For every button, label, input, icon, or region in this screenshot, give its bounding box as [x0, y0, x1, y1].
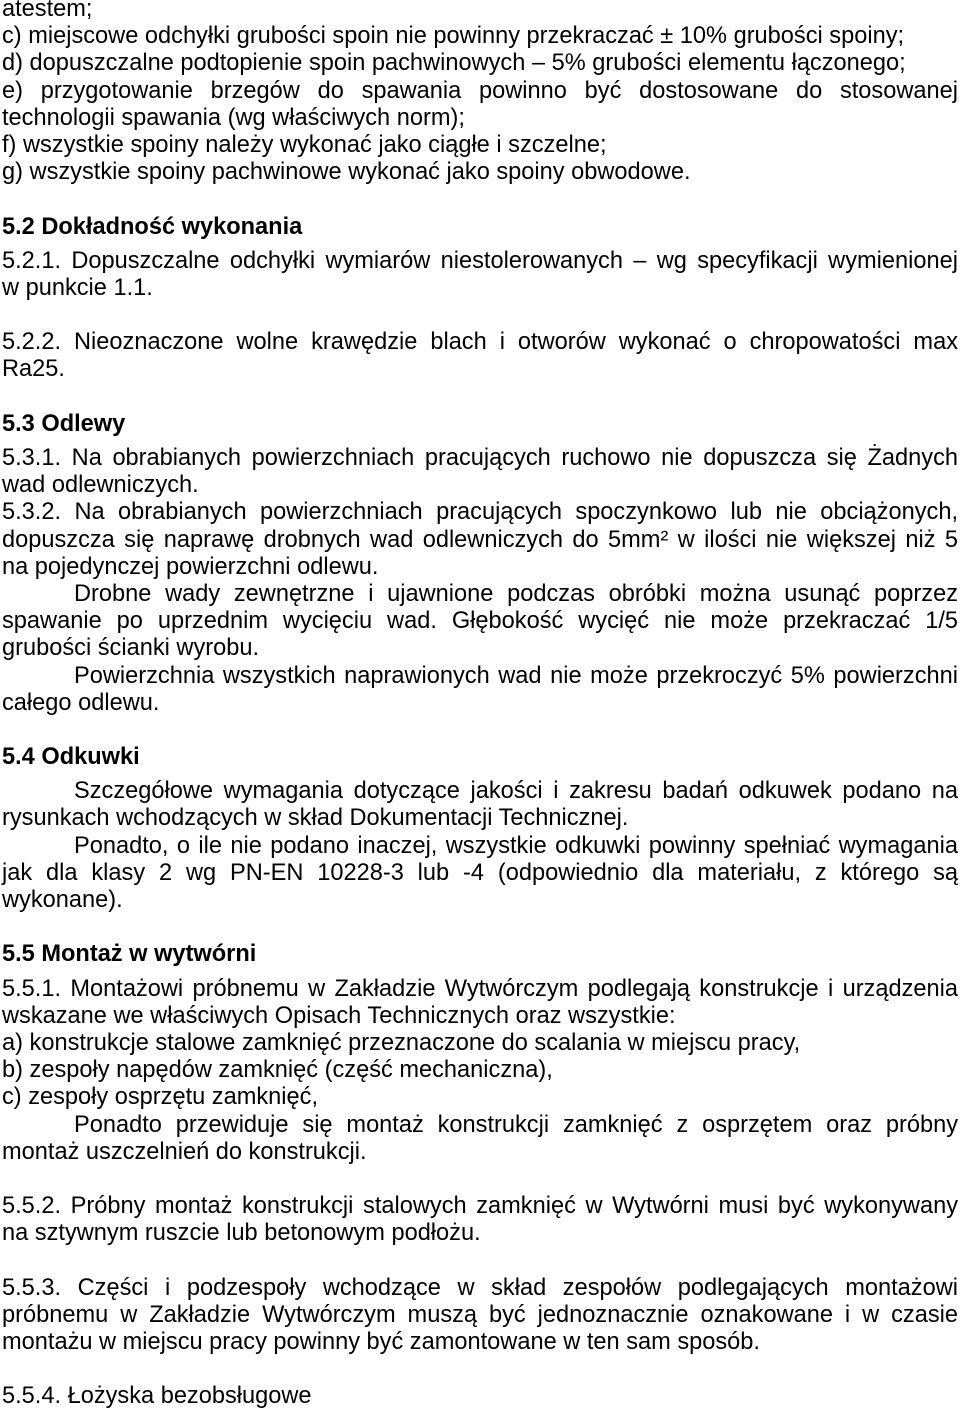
paragraph-repaired-area — [2, 663, 958, 717]
section-heading: 5.5 Montaż w wytwórni — [2, 941, 257, 968]
paragraph-line: Szczegółowe wymagania dotyczące jakości i zakresu badań odkuwek podano na — [74, 778, 958, 805]
paragraph-line: próbnemu w Zakładzie Wytwórczym muszą być jednoznacznie oznakowane i w czasie — [2, 1301, 958, 1328]
list-item-line: technologii spawania (wg właściwych norm); — [2, 104, 465, 131]
paragraph-forging-requirements — [2, 778, 958, 832]
section-5-2 — [2, 214, 958, 384]
list-item-line: f) wszystkie spoiny należy wykonać jako ciągłe i szczelne; — [2, 131, 607, 158]
paragraph-line: grubości ścianki wyrobu. — [2, 635, 260, 662]
paragraph-line: 5.3.1. Na obrabianych powierzchniach pracujących ruchowo nie dopuszcza się Żadnych — [2, 445, 958, 471]
paragraph-line: 5.5.3. Części i podzespoły wchodzące w skład zespołów podlegających montażowi — [2, 1274, 958, 1301]
section-heading: 5.3 Odlewy — [2, 410, 126, 437]
paragraph-line: 5.3.2. Na obrabianych powierzchniach pracujących spoczynkowo lub nie obciążonych, — [2, 499, 958, 526]
section-5-5 — [2, 941, 958, 1410]
section-heading: 5.4 Odkuwki — [2, 744, 140, 771]
section-5-4 — [2, 744, 958, 914]
assembly-list — [2, 1030, 958, 1112]
list-item-line: c) miejscowe odchyłki grubości spoin nie powinny przekraczać ± 10% grubości spoiny; — [2, 23, 905, 50]
section-heading: 5.2 Dokładność wykonania — [2, 213, 303, 240]
paragraph-line: Ra25. — [2, 356, 65, 383]
paragraph-line: 5.2.1. Dopuszczalne odchyłki wymiarów niestolerowanych – wg specyfikacji wymienionej — [2, 247, 958, 274]
blank-line — [2, 1356, 958, 1383]
paragraph-line: jak dla klasy 2 wg PN-EN 10228-3 lub -4 (odpowiednio dla materiału, z którego są — [2, 859, 958, 886]
paragraph-line: Ponadto przewiduje się montaż konstrukcji zamknięć z osprzętem oraz próbny — [74, 1111, 958, 1138]
paragraph-line: rysunkach wchodzących w skład Dokumentacji Technicznej. — [2, 805, 629, 832]
blank-line — [2, 1166, 958, 1193]
paragraph-5-5-3 — [2, 1275, 958, 1357]
list-item-line: atestem; — [2, 0, 93, 22]
paragraph-5-5-4 — [2, 1383, 958, 1410]
paragraph-trial-assembly — [2, 1112, 958, 1166]
paragraph-5-2-2 — [2, 329, 958, 383]
blank-line — [2, 914, 958, 941]
list-item-line: g) wszystkie spoiny pachwinowe wykonać jako spoiny obwodowe. — [2, 159, 691, 186]
blank-line — [2, 1247, 958, 1274]
list-item-line: a) konstrukcje stalowe zamknięć przeznaczone do scalania w miejscu pracy, — [2, 1029, 801, 1056]
paragraph-line: na pojedynczej powierzchni odlewu. — [2, 553, 379, 580]
paragraph-line: montaż uszczelnień do konstrukcji. — [2, 1138, 367, 1165]
paragraph-line: wad odlewniczych. — [2, 472, 199, 499]
subsection-title: 5.5.4. Łożyska bezobsługowe — [2, 1383, 312, 1410]
paragraph-line: na sztywnym ruszcie lub betonowym podłożu. — [2, 1220, 481, 1247]
paragraph-line: Drobne wady zewnętrzne i ujawnione podczas obróbki można usunąć poprzez — [74, 580, 958, 607]
blank-line — [2, 717, 958, 744]
blank-line — [2, 384, 958, 411]
paragraph-line: 5.2.2. Nieoznaczone wolne krawędzie blach i otworów wykonać o chropowatości max — [2, 329, 958, 356]
list-item-line: d) dopuszczalne podtopienie spoin pachwinowych – 5% grubości elementu łączonego; — [2, 50, 906, 77]
paragraph-line: Ponadto, o ile nie podano inaczej, wszystkie odkuwki powinny spełniać wymagania — [74, 832, 958, 859]
blank-line — [2, 186, 958, 213]
paragraph-line: 5.5.1. Montażowi próbnemu w Zakładzie Wytwórczym podlegają konstrukcje i urządzenia — [2, 975, 958, 1002]
paragraph-line: spawanie po uprzednim wycięciu wad. Głębokość wycięć nie może przekraczać 1/5 — [2, 608, 958, 635]
paragraph-5-2-1 — [2, 248, 958, 302]
list-item-line: b) zespoły napędów zamknięć (część mechaniczna), — [2, 1057, 553, 1084]
paragraph-line: wskazane we właściwych Opisach Technicznych oraz wszystkie: — [2, 1002, 676, 1029]
document-page — [2, 0, 958, 1411]
paragraph-5-5-1 — [2, 976, 958, 1030]
paragraph-5-3-2 — [2, 499, 958, 581]
paragraph-line: całego odlewu. — [2, 689, 160, 716]
blank-line — [2, 302, 958, 329]
welding-requirements-list — [2, 0, 958, 186]
paragraph-line: dopuszcza się naprawę drobnych wad odlewniczych do 5mm² w ilości nie większej niż 5 — [2, 526, 958, 553]
list-item-line: c) zespoły osprzętu zamknięć, — [2, 1084, 319, 1111]
paragraph-line: Powierzchnia wszystkich naprawionych wad nie może przekroczyć 5% powierzchni — [74, 662, 958, 689]
paragraph-line: montażu w miejscu pracy powinny być zamontowane w ten sam sposób. — [2, 1329, 760, 1355]
section-5-3 — [2, 411, 958, 717]
paragraph-line: wykonane). — [2, 887, 123, 913]
paragraph-5-3-1 — [2, 445, 958, 499]
paragraph-line: 5.5.2. Próbny montaż konstrukcji stalowych zamknięć w Wytwórni musi być wykonywany — [2, 1193, 958, 1220]
paragraph-5-5-2 — [2, 1193, 958, 1247]
paragraph-line: w punkcie 1.1. — [2, 274, 153, 301]
list-item-line: e) przygotowanie brzegów do spawania powinno być dostosowane do stosowanej — [2, 77, 958, 104]
paragraph-minor-defects — [2, 581, 958, 663]
paragraph-forging-class — [2, 833, 958, 915]
